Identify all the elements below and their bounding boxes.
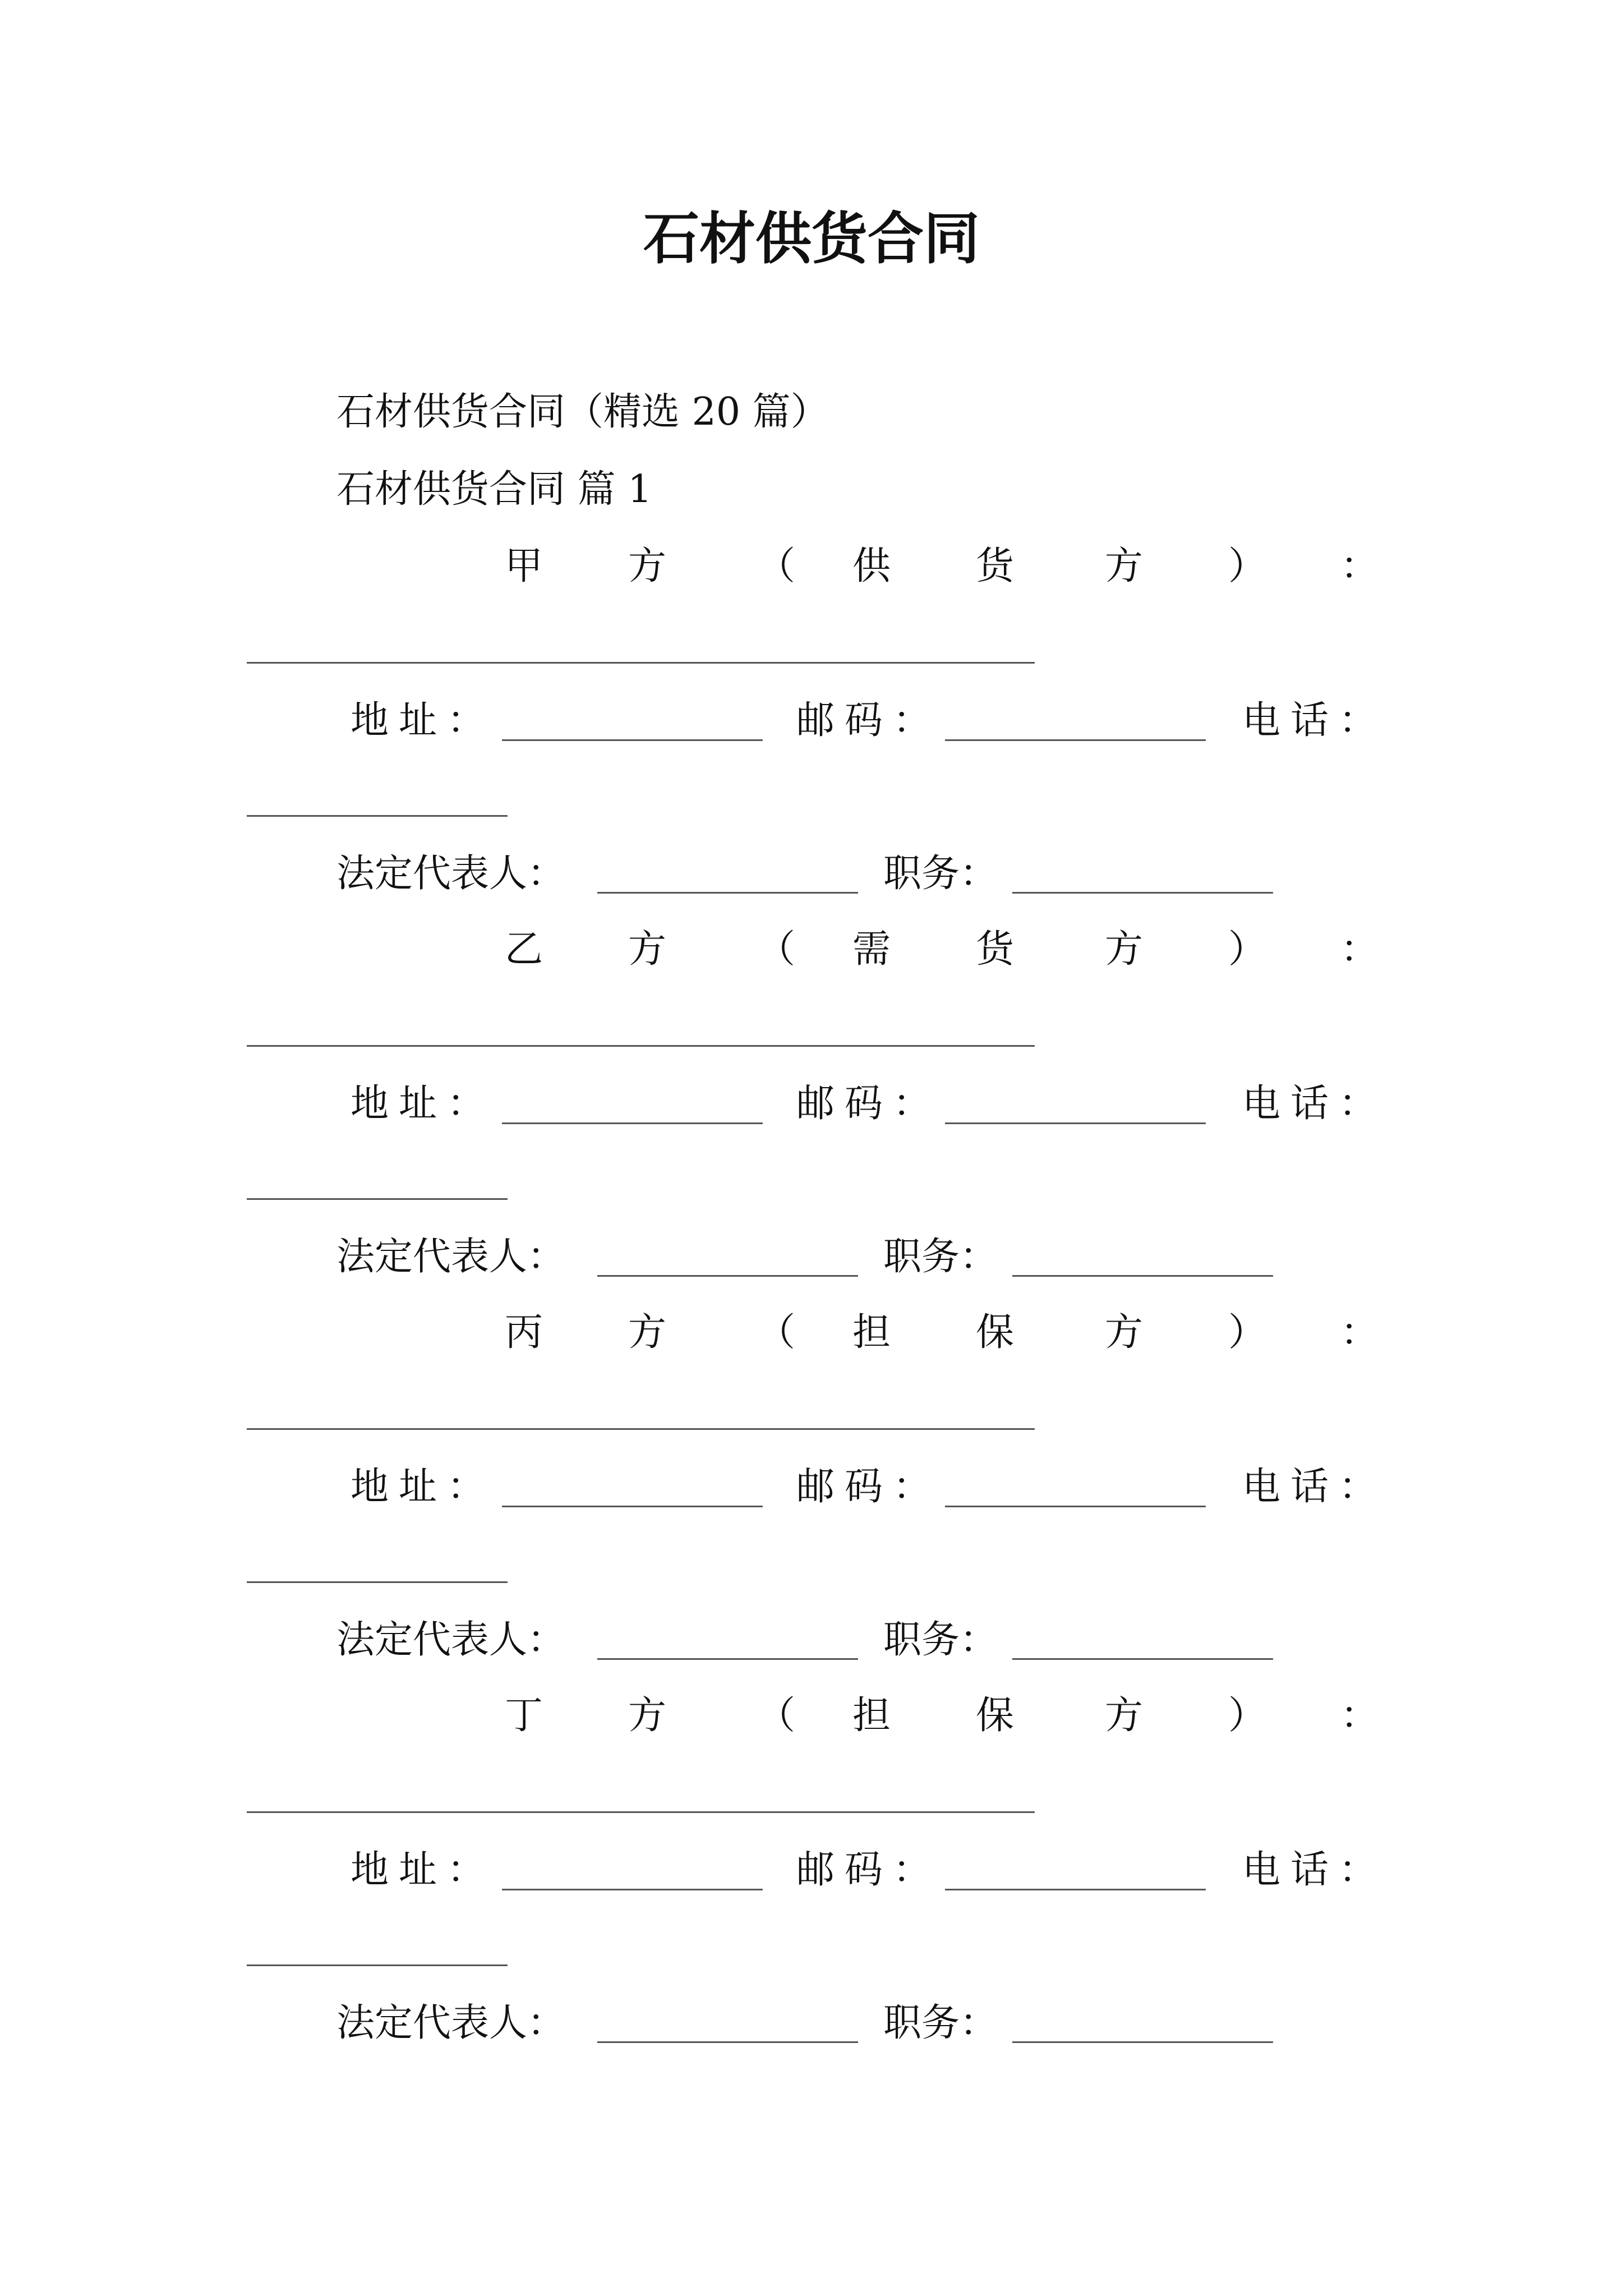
party-heading-char: （ — [757, 544, 796, 588]
phone-label: 电话： — [1242, 698, 1387, 743]
postcode-blank[interactable] — [945, 1122, 1206, 1124]
party-heading — [336, 1308, 1379, 1358]
party-heading-char: ） — [1228, 544, 1267, 588]
party-heading-char: 甲 — [505, 544, 543, 588]
party-heading-char: （ — [757, 927, 796, 972]
party-heading-char: ） — [1228, 1310, 1267, 1355]
party-name-blank[interactable] — [247, 1045, 1035, 1047]
party-heading — [336, 1691, 1379, 1741]
legal-rep-blank[interactable] — [597, 892, 858, 894]
party-heading-char: ： — [1340, 1310, 1379, 1355]
position-blank[interactable] — [1012, 1275, 1273, 1277]
party-heading-char: ： — [1340, 544, 1379, 588]
position-blank[interactable] — [1012, 1658, 1273, 1660]
party-heading-char: 方 — [1105, 927, 1144, 972]
party-heading-char: （ — [757, 1694, 796, 1738]
position-blank[interactable] — [1012, 2041, 1273, 2043]
party-heading-char: ） — [1228, 1694, 1267, 1738]
party-heading-char: （ — [757, 1310, 796, 1355]
party-heading-char: 丁 — [505, 1694, 543, 1738]
legal-rep-label: 法定代表人： — [336, 1235, 566, 1279]
party-heading-char: 丙 — [505, 1310, 543, 1355]
position-label: 职务： — [883, 852, 998, 896]
position-blank[interactable] — [1012, 892, 1273, 894]
phone-blank[interactable] — [247, 1964, 508, 1966]
address-blank[interactable] — [502, 1889, 763, 1890]
postcode-label: 邮码： — [796, 1082, 942, 1126]
party-heading-char: 方 — [1105, 1310, 1144, 1355]
section-heading: 石材供货合同 篇 1 — [336, 467, 652, 512]
party-heading-char: 货 — [976, 544, 1015, 588]
phone-label: 电话： — [1242, 1848, 1387, 1892]
party-heading-char: 需 — [852, 927, 891, 972]
address-blank[interactable] — [502, 739, 763, 741]
address-label: 地址： — [351, 1848, 496, 1892]
address-label: 地址： — [351, 1465, 496, 1509]
party-heading — [336, 541, 1379, 592]
legal-rep-blank[interactable] — [597, 2041, 858, 2043]
position-label: 职务： — [883, 2001, 998, 2045]
postcode-blank[interactable] — [945, 1506, 1206, 1507]
legal-rep-label: 法定代表人： — [336, 1618, 566, 1662]
postcode-blank[interactable] — [945, 1889, 1206, 1890]
position-label: 职务： — [883, 1618, 998, 1662]
party-heading-char: 方 — [628, 927, 667, 972]
party-heading-char: 方 — [628, 544, 667, 588]
postcode-label: 邮码： — [796, 1848, 942, 1892]
party-heading-char: 担 — [852, 1310, 891, 1355]
address-blank[interactable] — [502, 1506, 763, 1507]
phone-blank[interactable] — [247, 1581, 508, 1583]
legal-rep-label: 法定代表人： — [336, 2001, 566, 2045]
postcode-label: 邮码： — [796, 1465, 942, 1509]
party-heading-char: 货 — [976, 927, 1015, 972]
legal-rep-blank[interactable] — [597, 1275, 858, 1277]
party-heading-char: 方 — [1105, 1694, 1144, 1738]
party-heading-char: 保 — [976, 1694, 1015, 1738]
party-heading-char: 方 — [628, 1310, 667, 1355]
legal-rep-blank[interactable] — [597, 1658, 858, 1660]
party-heading-char: ： — [1340, 927, 1379, 972]
party-name-blank[interactable] — [247, 662, 1035, 664]
party-name-blank[interactable] — [247, 1428, 1035, 1430]
party-heading-char: 方 — [628, 1694, 667, 1738]
phone-label: 电话： — [1242, 1465, 1387, 1509]
party-heading — [336, 924, 1379, 975]
party-heading-char: 保 — [976, 1310, 1015, 1355]
party-name-blank[interactable] — [247, 1811, 1035, 1813]
postcode-label: 邮码： — [796, 698, 942, 743]
address-label: 地址： — [351, 1082, 496, 1126]
party-heading-char: 乙 — [505, 927, 543, 972]
legal-rep-label: 法定代表人： — [336, 852, 566, 896]
party-heading-char: 供 — [852, 544, 891, 588]
party-heading-char: ： — [1340, 1694, 1379, 1738]
document-title: 石材供货合同 — [643, 205, 980, 272]
position-label: 职务： — [883, 1235, 998, 1279]
party-heading-char: 方 — [1105, 544, 1144, 588]
postcode-blank[interactable] — [945, 739, 1206, 741]
phone-label: 电话： — [1242, 1082, 1387, 1126]
phone-blank[interactable] — [247, 815, 508, 817]
document-subtitle: 石材供货合同（精选 20 篇） — [336, 390, 829, 434]
party-heading-char: ） — [1228, 927, 1267, 972]
address-label: 地址： — [351, 698, 496, 743]
phone-blank[interactable] — [247, 1198, 508, 1200]
address-blank[interactable] — [502, 1122, 763, 1124]
party-heading-char: 担 — [852, 1694, 891, 1738]
